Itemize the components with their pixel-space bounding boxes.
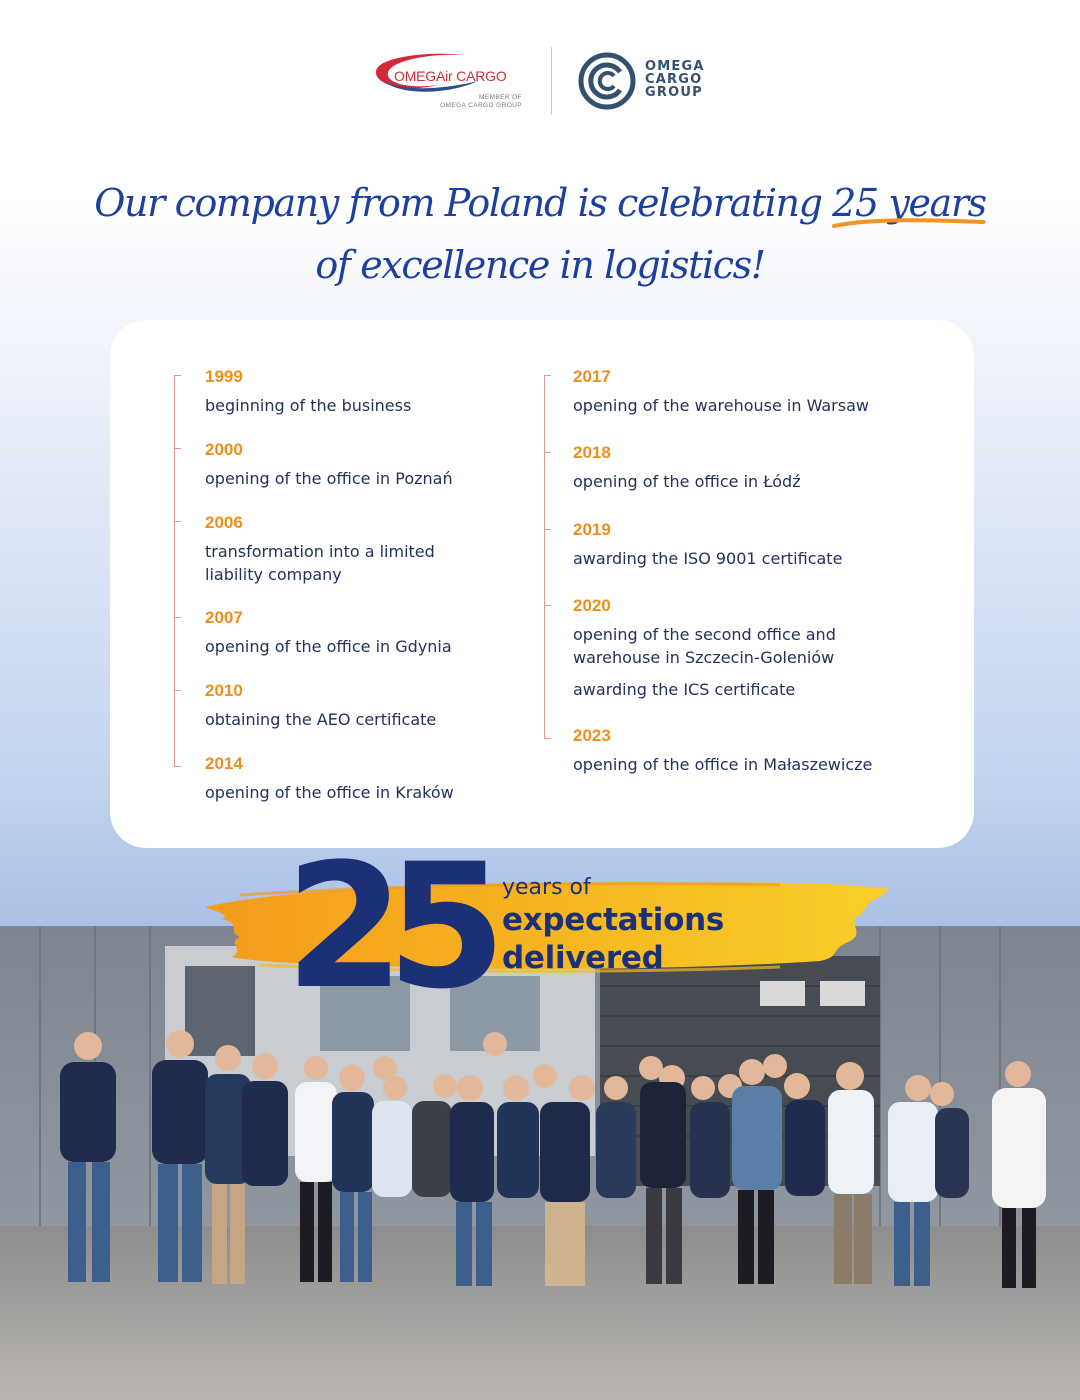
highlight-underline-icon [832, 216, 986, 230]
headline-highlight-text: 25 years [832, 181, 986, 225]
timeline-year: 2019 [573, 520, 611, 539]
timeline-description: opening of the warehouse in Warsaw [573, 396, 869, 415]
banner-years-of: years of [502, 875, 591, 900]
banner-delivered: delivered [502, 940, 664, 976]
timeline-year: 2007 [205, 608, 243, 627]
omega-group-wordmark [645, 60, 705, 99]
timeline-description: opening of the office in Łódź [573, 472, 801, 491]
timeline-description: opening of the office in Małaszewicze [573, 755, 873, 774]
anniversary-number: 25 [285, 826, 489, 1027]
timeline-tick [174, 448, 181, 449]
timeline-entry [205, 513, 505, 586]
logo-divider [551, 47, 552, 115]
timeline-rail [544, 375, 545, 739]
timeline-description: transformation into a limited liability company [205, 542, 435, 584]
timeline-entry [573, 596, 933, 701]
timeline-entry [573, 367, 933, 417]
anniversary-banner [0, 826, 1080, 1027]
timeline-description: obtaining the AEO certificate [205, 710, 437, 729]
timeline-description: opening of the second office and warehouse in Szczecin-Goleniów [573, 625, 836, 667]
timeline-year: 1999 [205, 367, 243, 386]
timeline-left-column [174, 367, 484, 802]
brand-line-3: GROUP [645, 85, 703, 100]
timeline-description: opening of the office in Poznań [205, 469, 453, 488]
omegair-wordmark: OMEGAir CARGO [394, 68, 507, 84]
member-line-2: OMEGA CARGO GROUP [440, 102, 522, 109]
timeline-year: 2020 [573, 596, 611, 615]
timeline-tick [174, 521, 181, 522]
timeline-entry [205, 367, 505, 417]
headline-highlight [832, 172, 986, 234]
timeline-description: opening of the office in Gdynia [205, 637, 452, 656]
timeline-tick [544, 529, 551, 530]
timeline-description: opening of the office in Kraków [205, 783, 454, 802]
timeline-year: 2017 [573, 367, 611, 386]
timeline-description: beginning of the business [205, 396, 412, 415]
timeline-entry [205, 754, 505, 804]
timeline-entry [205, 681, 505, 731]
team-photo-icon [0, 926, 1080, 1400]
omega-emblem-icon [578, 52, 636, 110]
member-of-text [440, 94, 522, 110]
timeline-entry [573, 443, 933, 493]
headline-text-1: Our company from Poland is celebrating [94, 181, 833, 225]
timeline-rail [174, 375, 175, 767]
timeline-year: 2023 [573, 726, 611, 745]
brand-line-1: OMEGA [645, 59, 705, 74]
timeline-description-extra: awarding the ICS certificate [573, 680, 796, 699]
timeline-tick [544, 738, 551, 739]
omega-cargo-group-logo [578, 52, 728, 112]
timeline-tick [544, 452, 551, 453]
banner-expectations: expectations [502, 902, 725, 938]
timeline-entry [573, 726, 933, 776]
timeline-year: 2018 [573, 443, 611, 462]
header-logos [0, 45, 1080, 117]
timeline-description: awarding the ISO 9001 certificate [573, 549, 843, 568]
timeline-card [110, 320, 974, 848]
team-photo [0, 926, 1080, 1400]
headline-line-1 [0, 172, 1080, 234]
timeline-entry [573, 520, 933, 570]
brand-line-2: CARGO [645, 72, 703, 87]
timeline-entry [205, 608, 505, 658]
timeline-tick [174, 690, 181, 691]
banner-tagline [502, 901, 724, 977]
timeline-tick [174, 766, 181, 767]
member-line-1: MEMBER OF [479, 94, 522, 101]
page-headline [0, 172, 1080, 296]
headline-line-2: of excellence in logistics! [315, 243, 765, 287]
timeline-tick [174, 375, 181, 376]
timeline-right-column [544, 367, 894, 774]
timeline-tick [544, 375, 551, 376]
omegair-cargo-logo [368, 49, 538, 115]
timeline-year: 2006 [205, 513, 243, 532]
timeline-year: 2010 [205, 681, 243, 700]
timeline-tick [544, 605, 551, 606]
timeline-tick [174, 617, 181, 618]
timeline-year: 2014 [205, 754, 243, 773]
timeline-entry [205, 440, 505, 490]
timeline-year: 2000 [205, 440, 243, 459]
